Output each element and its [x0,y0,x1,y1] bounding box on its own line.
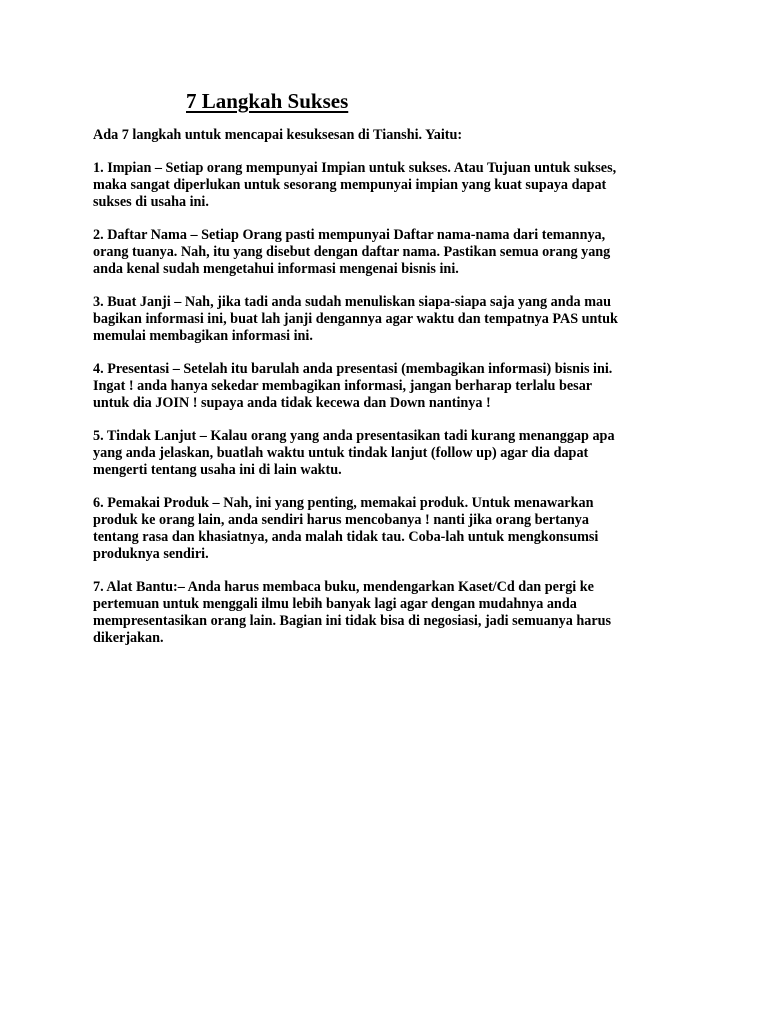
step-line: yang anda jelaskan, buatlah waktu untuk tindak lanjut (follow up) agar dia dapat [93,445,589,461]
step-paragraph-6 [93,495,693,563]
step-line: sukses di usaha ini. [93,194,209,210]
step-line: tentang rasa dan khasiatnya, anda malah tidak tau. Coba-lah untuk mengkonsumsi [93,529,599,545]
step-line: untuk dia JOIN ! supaya anda tidak kecewa dan Down nantinya ! [93,395,491,411]
step-paragraph-2 [93,227,693,278]
step-line: orang tuanya. Nah, itu yang disebut dengan daftar nama. Pastikan semua orang yang [93,244,611,260]
step-paragraph-7 [93,579,693,647]
step-paragraph-4 [93,361,693,412]
step-paragraph-1 [93,160,693,211]
step-line: 6. Pemakai Produk – Nah, ini yang penting, memakai produk. Untuk menawarkan [93,495,594,511]
page-title: 7 Langkah Sukses [186,89,349,113]
step-line: 7. Alat Bantu:– Anda harus membaca buku, mendengarkan Kaset/Cd dan pergi ke [93,579,594,595]
step-line: pertemuan untuk menggali ilmu lebih banyak lagi agar dengan mudahnya anda [93,596,577,612]
step-line: maka sangat diperlukan untuk sesorang mempunyai impian yang kuat supaya dapat [93,177,607,193]
document-body [93,127,693,663]
step-line: 1. Impian – Setiap orang mempunyai Impian untuk sukses. Atau Tujuan untuk sukses, [93,160,617,176]
step-line: anda kenal sudah mengetahui informasi mengenai bisnis ini. [93,261,459,277]
step-line: 4. Presentasi – Setelah itu barulah anda presentasi (membagikan informasi) bisnis ini. [93,361,613,377]
step-paragraph-5 [93,428,693,479]
step-line: memulai membagikan informasi ini. [93,328,313,344]
intro-line: Ada 7 langkah untuk mencapai kesuksesan di Tianshi. Yaitu: [93,127,463,143]
step-line: mengerti tentang usaha ini di lain waktu. [93,462,342,478]
step-line: Ingat ! anda hanya sekedar membagikan informasi, jangan berharap terlalu besar [93,378,593,394]
intro-paragraph [93,127,693,144]
step-line: 3. Buat Janji – Nah, jika tadi anda sudah menuliskan siapa-siapa saja yang anda mau [93,294,611,310]
step-paragraph-3 [93,294,693,345]
step-line: mempresentasikan orang lain. Bagian ini tidak bisa di negosiasi, jadi semuanya harus [93,613,612,629]
step-line: dikerjakan. [93,630,164,646]
step-line: 2. Daftar Nama – Setiap Orang pasti mempunyai Daftar nama-nama dari temannya, [93,227,606,243]
steps-list [93,160,693,647]
step-line: 5. Tindak Lanjut – Kalau orang yang anda presentasikan tadi kurang menanggap apa [93,428,615,444]
step-line: produknya sendiri. [93,546,209,562]
step-line: bagikan informasi ini, buat lah janji dengannya agar waktu dan tempatnya PAS untuk [93,311,618,327]
step-line: produk ke orang lain, anda sendiri harus mencobanya ! nanti jika orang bertanya [93,512,589,528]
